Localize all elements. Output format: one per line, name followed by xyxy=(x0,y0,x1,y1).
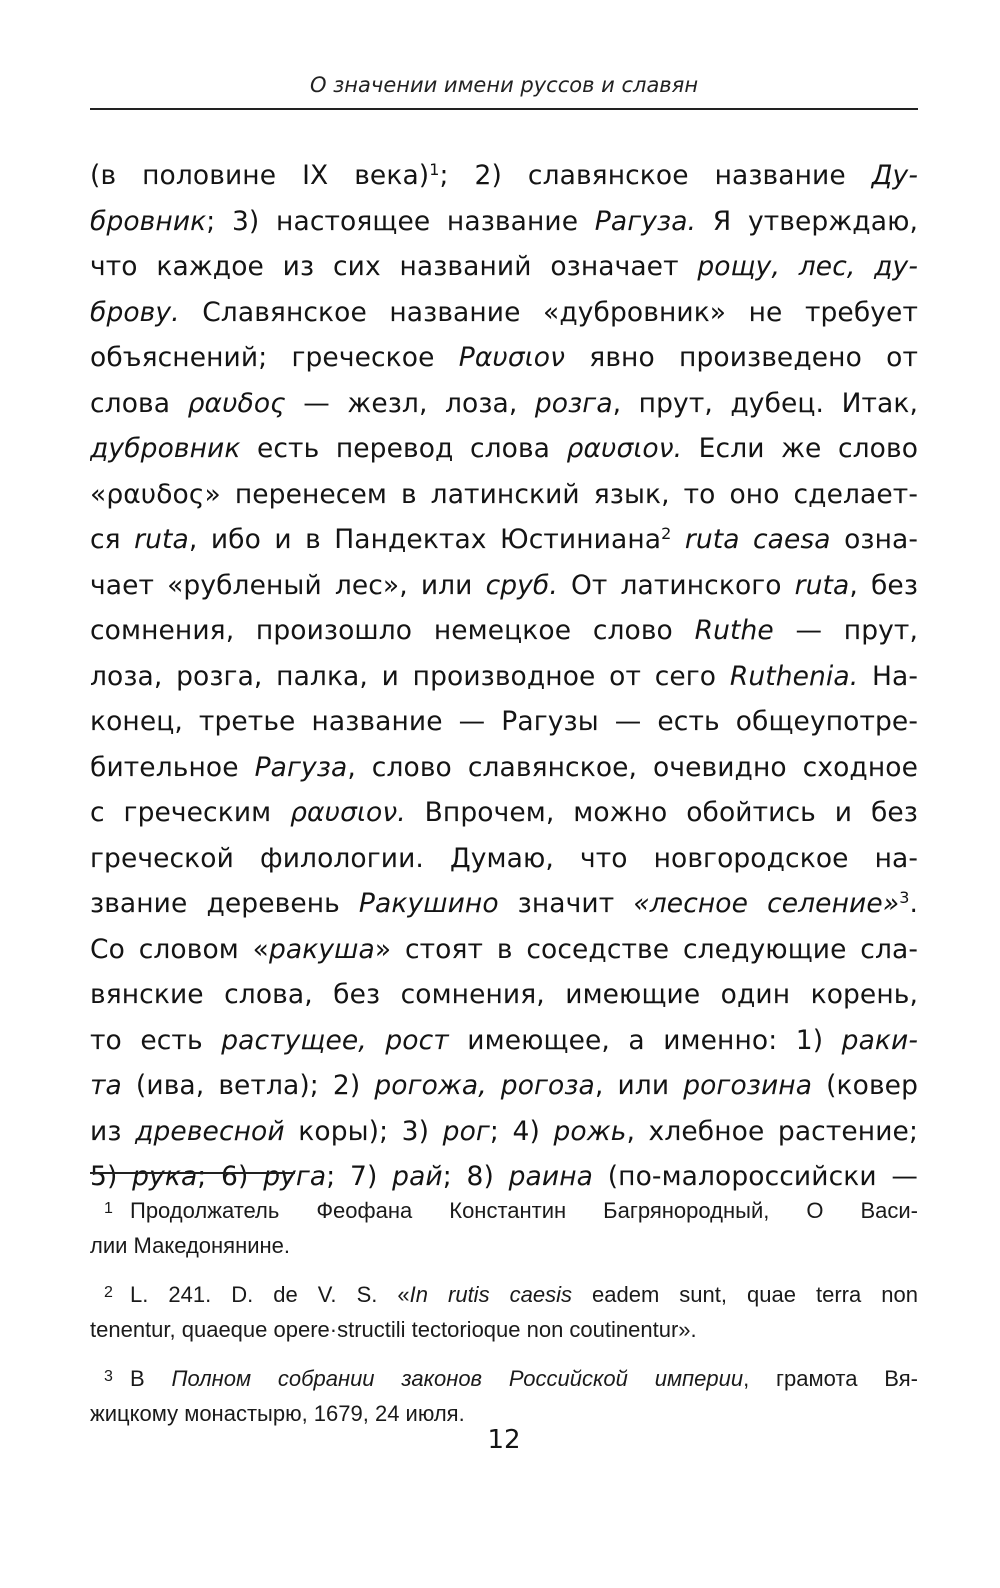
text-run: L. 241. D. de V. S. « xyxy=(130,1282,410,1307)
text-line xyxy=(90,290,918,336)
text-run: Продолжатель Феофана Константин Багрянородный, О Васи- xyxy=(130,1198,918,1223)
italic-run: рогожа, рогоза xyxy=(374,1070,595,1101)
text-run: вянские слова, без сомнения, имеющие один корень, xyxy=(90,979,918,1010)
italic-run: сруб. xyxy=(485,569,558,601)
text-run: чает «рубленый лес», или xyxy=(90,569,486,601)
text-line xyxy=(90,472,918,518)
text-line xyxy=(90,836,918,882)
footnote-number: 3 xyxy=(104,1368,113,1385)
text-run: , грамота Вя- xyxy=(743,1366,918,1391)
footnote-number: 2 xyxy=(104,1284,113,1301)
italic-run: «лесное селение» xyxy=(633,888,900,919)
text-run: , прут, дубец. Итак, xyxy=(612,387,918,419)
italic-run: бровник xyxy=(90,205,207,237)
text-run: коры); 3) xyxy=(284,1115,443,1147)
text-line xyxy=(90,699,918,745)
text-run: озна- xyxy=(830,524,918,555)
text-run: лии Македонянине. xyxy=(90,1233,291,1258)
text-line xyxy=(90,881,918,927)
text-run: , или xyxy=(594,1070,684,1101)
text-line xyxy=(90,745,918,791)
italic-run: ruta caesa xyxy=(684,524,831,555)
footnote-rule xyxy=(90,1172,295,1174)
footnote-line xyxy=(90,1274,918,1311)
italic-run: Ду- xyxy=(871,160,918,191)
text-run: Славянское название «дубровник» не требует xyxy=(179,296,918,328)
text-run: греческой филологии. Думаю, что новгородское на- xyxy=(90,842,918,874)
italic-run: руга xyxy=(263,1161,327,1192)
footnotes xyxy=(90,1190,918,1442)
text-run: (ива, ветла); 2) xyxy=(121,1070,375,1101)
text-run: звание деревень xyxy=(90,888,359,919)
footnote-number: 1 xyxy=(104,1200,113,1217)
running-header: О значении имени руссов и славян xyxy=(309,73,699,97)
text-run: ; 4) xyxy=(489,1115,554,1147)
italic-run: рожь xyxy=(553,1115,627,1147)
footnote-line xyxy=(90,1311,918,1348)
text-line xyxy=(90,426,918,472)
text-line xyxy=(90,244,918,290)
text-run: ; 7) xyxy=(326,1161,393,1192)
text-run xyxy=(671,524,684,555)
text-line xyxy=(90,1063,918,1109)
italic-run: ракуша xyxy=(268,933,375,965)
italic-run: рай xyxy=(392,1161,443,1192)
italic-run: Ruthenia. xyxy=(729,660,859,692)
text-run: — жезл, лоза, xyxy=(285,387,535,419)
text-run: что каждое из сих названий означает xyxy=(90,251,698,282)
text-run: объяснений; греческое xyxy=(90,342,459,373)
italic-run: рог xyxy=(442,1115,490,1147)
text-run: лоза, розга, палка, и производное от сего xyxy=(90,660,730,692)
text-run: значит xyxy=(498,888,634,919)
italic-run: In rutis caesis xyxy=(409,1282,572,1307)
italic-run: розга xyxy=(534,387,613,419)
text-line xyxy=(90,517,918,563)
italic-run: Рагуза. xyxy=(594,205,697,237)
text-run: слова xyxy=(90,387,188,419)
italic-run: рогозина xyxy=(683,1070,813,1101)
text-run: из xyxy=(90,1115,136,1147)
text-run: , без xyxy=(849,569,918,601)
text-run: явно произведено от xyxy=(565,342,918,373)
text-line xyxy=(90,972,918,1018)
text-run: ; 2) славянское название xyxy=(439,160,872,191)
italic-run: та xyxy=(90,1070,122,1101)
text-run: конец, третье название — Рагузы — есть общеупотре- xyxy=(90,706,918,737)
text-run: ся xyxy=(90,524,135,555)
text-run: На- xyxy=(858,660,918,692)
text-run: tenentur, quaeque opere·structili tectorioque non coutinentur». xyxy=(90,1317,697,1342)
italic-run: древесной xyxy=(135,1115,285,1147)
text-run: то есть xyxy=(90,1024,222,1056)
main-text xyxy=(90,153,918,1200)
text-line xyxy=(90,381,918,427)
text-run: «ραυδος» перенесем в латинский язык, то оно сделает- xyxy=(90,478,918,510)
footnote xyxy=(90,1190,918,1264)
footnote-ref: 1 xyxy=(429,160,440,179)
italic-run: растущее, рост xyxy=(221,1024,449,1056)
footnote-line xyxy=(90,1358,918,1395)
footnote-ref: 3 xyxy=(899,888,910,907)
text-run: » стоят в соседстве следующие сла- xyxy=(374,933,918,965)
footnote-ref: 2 xyxy=(661,524,672,543)
text-run: В xyxy=(130,1366,172,1391)
italic-run: рука xyxy=(132,1161,198,1192)
text-run: ; 8) xyxy=(442,1161,509,1192)
text-line xyxy=(90,1018,918,1064)
text-run: Я утверждаю, xyxy=(696,205,918,237)
italic-run: рощу, лес, ду- xyxy=(697,251,918,282)
text-run: , слово славянское, очевидно сходное xyxy=(347,751,918,783)
text-run: Если же слово xyxy=(682,433,918,464)
text-run: есть перевод слова xyxy=(240,433,567,464)
italic-run: Ραυσιον xyxy=(458,342,566,373)
text-run: (ковер xyxy=(812,1070,918,1101)
text-run: Впрочем, можно обойтись и без xyxy=(405,797,918,828)
italic-run: Ruthe xyxy=(694,615,774,646)
text-line xyxy=(90,153,918,199)
text-run: — прут, xyxy=(773,615,918,646)
italic-run: Полном собрании законов Российской империи xyxy=(171,1366,744,1391)
italic-run: брову. xyxy=(90,296,180,328)
text-run: , хлебное растение; xyxy=(626,1115,918,1147)
text-run: сомнения, произошло немецкое слово xyxy=(90,615,695,646)
text-run: ; 3) настоящее название xyxy=(206,205,595,237)
text-line xyxy=(90,563,918,609)
footnote-line xyxy=(90,1227,918,1264)
footnote xyxy=(90,1274,918,1348)
italic-run: Рагуза xyxy=(254,751,348,783)
text-line xyxy=(90,654,918,700)
text-run: eadem sunt, quae terra non xyxy=(571,1282,918,1307)
text-run: , ибо и в Пандектах Юстиниана xyxy=(188,524,662,555)
text-run: жицкому монастырю, 1679, 24 июля. xyxy=(90,1401,465,1426)
italic-run: Ракушино xyxy=(358,888,499,919)
text-line xyxy=(90,1109,918,1155)
italic-run: раки- xyxy=(841,1024,918,1056)
italic-run: ραυδος xyxy=(187,387,286,419)
text-run: . xyxy=(909,888,918,919)
text-run: 5) xyxy=(90,1161,133,1192)
header-rule xyxy=(90,108,918,110)
text-run: с греческим xyxy=(90,797,291,828)
text-run: От латинского xyxy=(557,569,795,601)
page-number: 12 xyxy=(487,1425,521,1455)
text-run: Со словом « xyxy=(90,933,269,965)
italic-run: раина xyxy=(508,1161,593,1192)
text-run: ; 6) xyxy=(197,1161,264,1192)
text-line xyxy=(90,335,918,381)
text-run: имеющее, а именно: 1) xyxy=(448,1024,842,1056)
text-line xyxy=(90,608,918,654)
italic-run: дубровник xyxy=(90,433,241,464)
text-run: (в половине IX века) xyxy=(90,160,430,191)
italic-run: ruta xyxy=(794,569,850,601)
text-run: бительное xyxy=(90,751,255,783)
italic-run: ruta xyxy=(134,524,189,555)
text-line xyxy=(90,790,918,836)
italic-run: ραυσιον. xyxy=(290,797,406,828)
italic-run: ραυσιον. xyxy=(566,433,683,464)
text-line xyxy=(90,199,918,245)
text-run: (по-малороссийски — xyxy=(593,1161,918,1192)
text-line xyxy=(90,927,918,973)
footnote-line xyxy=(90,1190,918,1227)
